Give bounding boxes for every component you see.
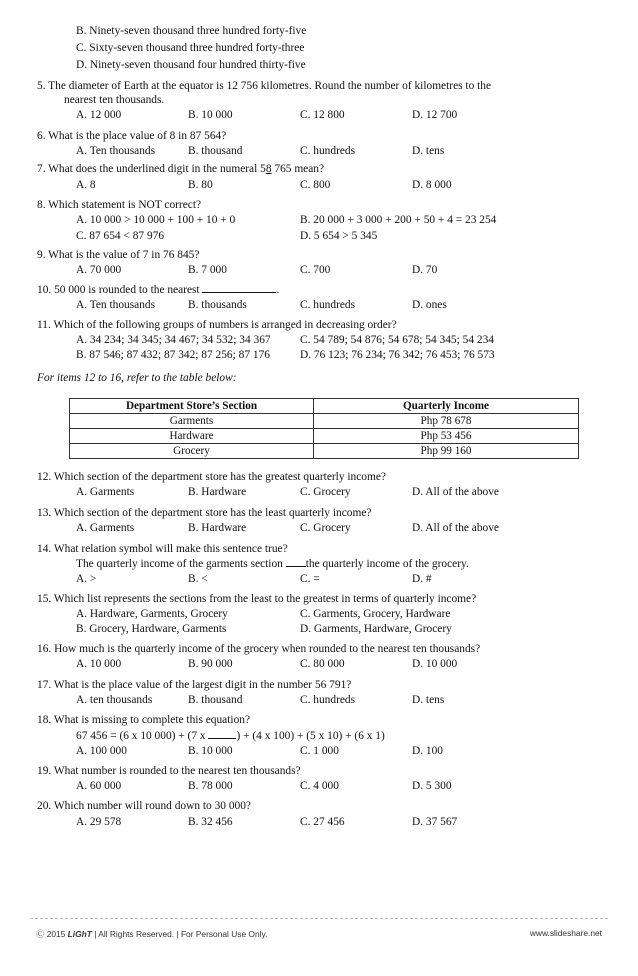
q12-option-c: C. Grocery xyxy=(300,486,351,498)
q10-stem: 10. 50 000 is rounded to the nearest . xyxy=(37,284,280,296)
q8-option-d: D. 5 654 > 5 345 xyxy=(300,230,378,242)
q19-option-a: A. 60 000 xyxy=(76,780,122,792)
q6-option-b: B. thousand xyxy=(188,145,243,157)
q13-stem: 13. Which section of the department store has the least quarterly income? xyxy=(37,507,372,519)
q5-stem: 5. The diameter of Earth at the equator is 12 756 kilometres. Round the number of kilometres to the xyxy=(37,80,492,92)
q14-option-a: A. > xyxy=(76,573,97,585)
table-row xyxy=(70,444,579,459)
q16-option-b: B. 90 000 xyxy=(188,658,233,670)
q20-option-c: C. 27 456 xyxy=(300,816,345,828)
q11-option-b: B. 87 546; 87 432; 87 342; 87 256; 87 176 xyxy=(76,349,270,361)
q8-option-b: B. 20 000 + 3 000 + 200 + 50 + 4 = 23 254 xyxy=(300,214,497,226)
header-income: Quarterly Income xyxy=(314,399,579,414)
footer-site-link[interactable]: www.slideshare.net xyxy=(529,928,602,938)
q20-option-b: B. 32 456 xyxy=(188,816,233,828)
q10-option-b: B. thousands xyxy=(188,299,247,311)
q19-option-c: C. 4 000 xyxy=(300,780,339,792)
q18-equation: 67 456 = (6 x 10 000) + (7 x ) + (4 x 100) + (5 x 10) + (6 x 1) xyxy=(76,730,385,742)
q9-stem: 9. What is the value of 7 in 76 845? xyxy=(37,249,200,261)
q12-option-b: B. Hardware xyxy=(188,486,247,498)
cell-section: Hardware xyxy=(70,429,314,444)
q14-stem: 14. What relation symbol will make this sentence true? xyxy=(37,543,288,555)
cell-income: Php 78 678 xyxy=(314,414,579,429)
q10-option-a: A. Ten thousands xyxy=(76,299,156,311)
q18-option-a: A. 100 000 xyxy=(76,745,127,757)
q15-stem: 15. Which list represents the sections from the least to the greatest in terms of quarterly income? xyxy=(37,593,477,605)
q20-option-a: A. 29 578 xyxy=(76,816,122,828)
q9-option-b: B. 7 000 xyxy=(188,264,227,276)
q12-option-d: D. All of the above xyxy=(412,486,499,498)
q13-option-b: B. Hardware xyxy=(188,522,247,534)
q7-option-b: B. 80 xyxy=(188,179,213,191)
q9-option-d: D. 70 xyxy=(412,264,438,276)
q7-option-a: A. 8 xyxy=(76,179,96,191)
cell-section: Grocery xyxy=(70,444,314,459)
q7-option-d: D. 8 000 xyxy=(412,179,452,191)
q15-option-d: D. Garments, Hardware, Grocery xyxy=(300,623,452,635)
q19-option-b: B. 78 000 xyxy=(188,780,233,792)
cell-income: Php 53 456 xyxy=(314,429,579,444)
q6-stem: 6. What is the place value of 8 in 87 564? xyxy=(37,130,227,142)
q18-option-c: C. 1 000 xyxy=(300,745,339,757)
q5-option-b: B. 10 000 xyxy=(188,109,233,121)
q14-option-b: B. < xyxy=(188,573,208,585)
q19-option-d: D. 5 300 xyxy=(412,780,452,792)
q16-option-a: A. 10 000 xyxy=(76,658,122,670)
table-row xyxy=(70,414,579,429)
q16-option-d: D. 10 000 xyxy=(412,658,458,670)
brand-name: LiGhT xyxy=(67,929,92,939)
q16-stem: 16. How much is the quarterly income of the grocery when rounded to the nearest ten thousands? xyxy=(37,643,481,655)
cell-section: Garments xyxy=(70,414,314,429)
table-row xyxy=(70,429,579,444)
q11-option-d: D. 76 123; 76 234; 76 342; 76 453; 76 573 xyxy=(300,349,495,361)
q14-option-d: D. # xyxy=(412,573,432,585)
table-header-row xyxy=(70,399,579,414)
q9-option-c: C. 700 xyxy=(300,264,331,276)
cell-income: Php 99 160 xyxy=(314,444,579,459)
q10-option-d: D. ones xyxy=(412,299,447,311)
q19-stem: 19. What number is rounded to the nearest ten thousands? xyxy=(37,765,301,777)
q16-option-c: C. 80 000 xyxy=(300,658,345,670)
q5-option-d: D. 12 700 xyxy=(412,109,458,121)
q17-option-d: D. tens xyxy=(412,694,445,706)
q11-stem: 11. Which of the following groups of numbers is arranged in decreasing order? xyxy=(37,319,397,331)
q4-option-d: D. Ninety-seven thousand four hundred thirty-five xyxy=(76,59,306,71)
q12-option-a: A. Garments xyxy=(76,486,135,498)
q14-sentence: The quarterly income of the garments section the quarterly income of the grocery. xyxy=(76,558,469,570)
q15-option-b: B. Grocery, Hardware, Garments xyxy=(76,623,227,635)
q5-stem-cont: nearest ten thousands. xyxy=(64,94,165,106)
q7-option-c: C. 800 xyxy=(300,179,331,191)
q11-option-a: A. 34 234; 34 345; 34 467; 34 532; 34 367 xyxy=(76,334,271,346)
q13-option-c: C. Grocery xyxy=(300,522,351,534)
income-table xyxy=(69,398,579,459)
q14-option-c: C. = xyxy=(300,573,320,585)
q10-option-c: C. hundreds xyxy=(300,299,356,311)
q12-stem: 12. Which section of the department store has the greatest quarterly income? xyxy=(37,471,386,483)
q15-option-c: C. Garments, Grocery, Hardware xyxy=(300,608,451,620)
q5-option-c: C. 12 800 xyxy=(300,109,345,121)
footer-copyright: Ⓒ 2015 LiGhT | All Rights Reserved. | For Personal Use Only. xyxy=(36,929,268,939)
header-section: Department Store’s Section xyxy=(70,399,314,414)
q8-option-a: A. 10 000 > 10 000 + 100 + 10 + 0 xyxy=(76,214,236,226)
table-intro: For items 12 to 16, refer to the table below: xyxy=(37,372,237,384)
answer-blank xyxy=(208,729,236,739)
q9-option-a: A. 70 000 xyxy=(76,264,122,276)
q20-option-d: D. 37 567 xyxy=(412,816,458,828)
q8-stem: 8. Which statement is NOT correct? xyxy=(37,199,202,211)
q18-option-d: D. 100 xyxy=(412,745,444,757)
q17-option-b: B. thousand xyxy=(188,694,243,706)
q6-option-c: C. hundreds xyxy=(300,145,356,157)
underlined-digit: 8 xyxy=(265,163,272,175)
q5-option-a: A. 12 000 xyxy=(76,109,122,121)
q4-option-c: C. Sixty-seven thousand three hundred forty-three xyxy=(76,42,305,54)
q18-stem: 18. What is missing to complete this equation? xyxy=(37,714,251,726)
answer-blank xyxy=(202,283,276,293)
q20-stem: 20. Which number will round down to 30 000? xyxy=(37,800,251,812)
q17-option-c: C. hundreds xyxy=(300,694,356,706)
q18-option-b: B. 10 000 xyxy=(188,745,233,757)
q8-option-c: C. 87 654 < 87 976 xyxy=(76,230,165,242)
q17-stem: 17. What is the place value of the largest digit in the number 56 791? xyxy=(37,679,352,691)
q15-option-a: A. Hardware, Garments, Grocery xyxy=(76,608,228,620)
q13-option-d: D. All of the above xyxy=(412,522,499,534)
q13-option-a: A. Garments xyxy=(76,522,135,534)
q6-option-a: A. Ten thousands xyxy=(76,145,156,157)
q17-option-a: A. ten thousands xyxy=(76,694,153,706)
answer-blank xyxy=(286,557,306,567)
footer-divider xyxy=(30,918,608,919)
q6-option-d: D. tens xyxy=(412,145,445,157)
q4-option-b: B. Ninety-seven thousand three hundred forty-five xyxy=(76,25,307,37)
q11-option-c: C. 54 789; 54 876; 54 678; 54 345; 54 234 xyxy=(300,334,494,346)
q7-stem: 7. What does the underlined digit in the numeral 58 765 mean? xyxy=(37,163,325,175)
